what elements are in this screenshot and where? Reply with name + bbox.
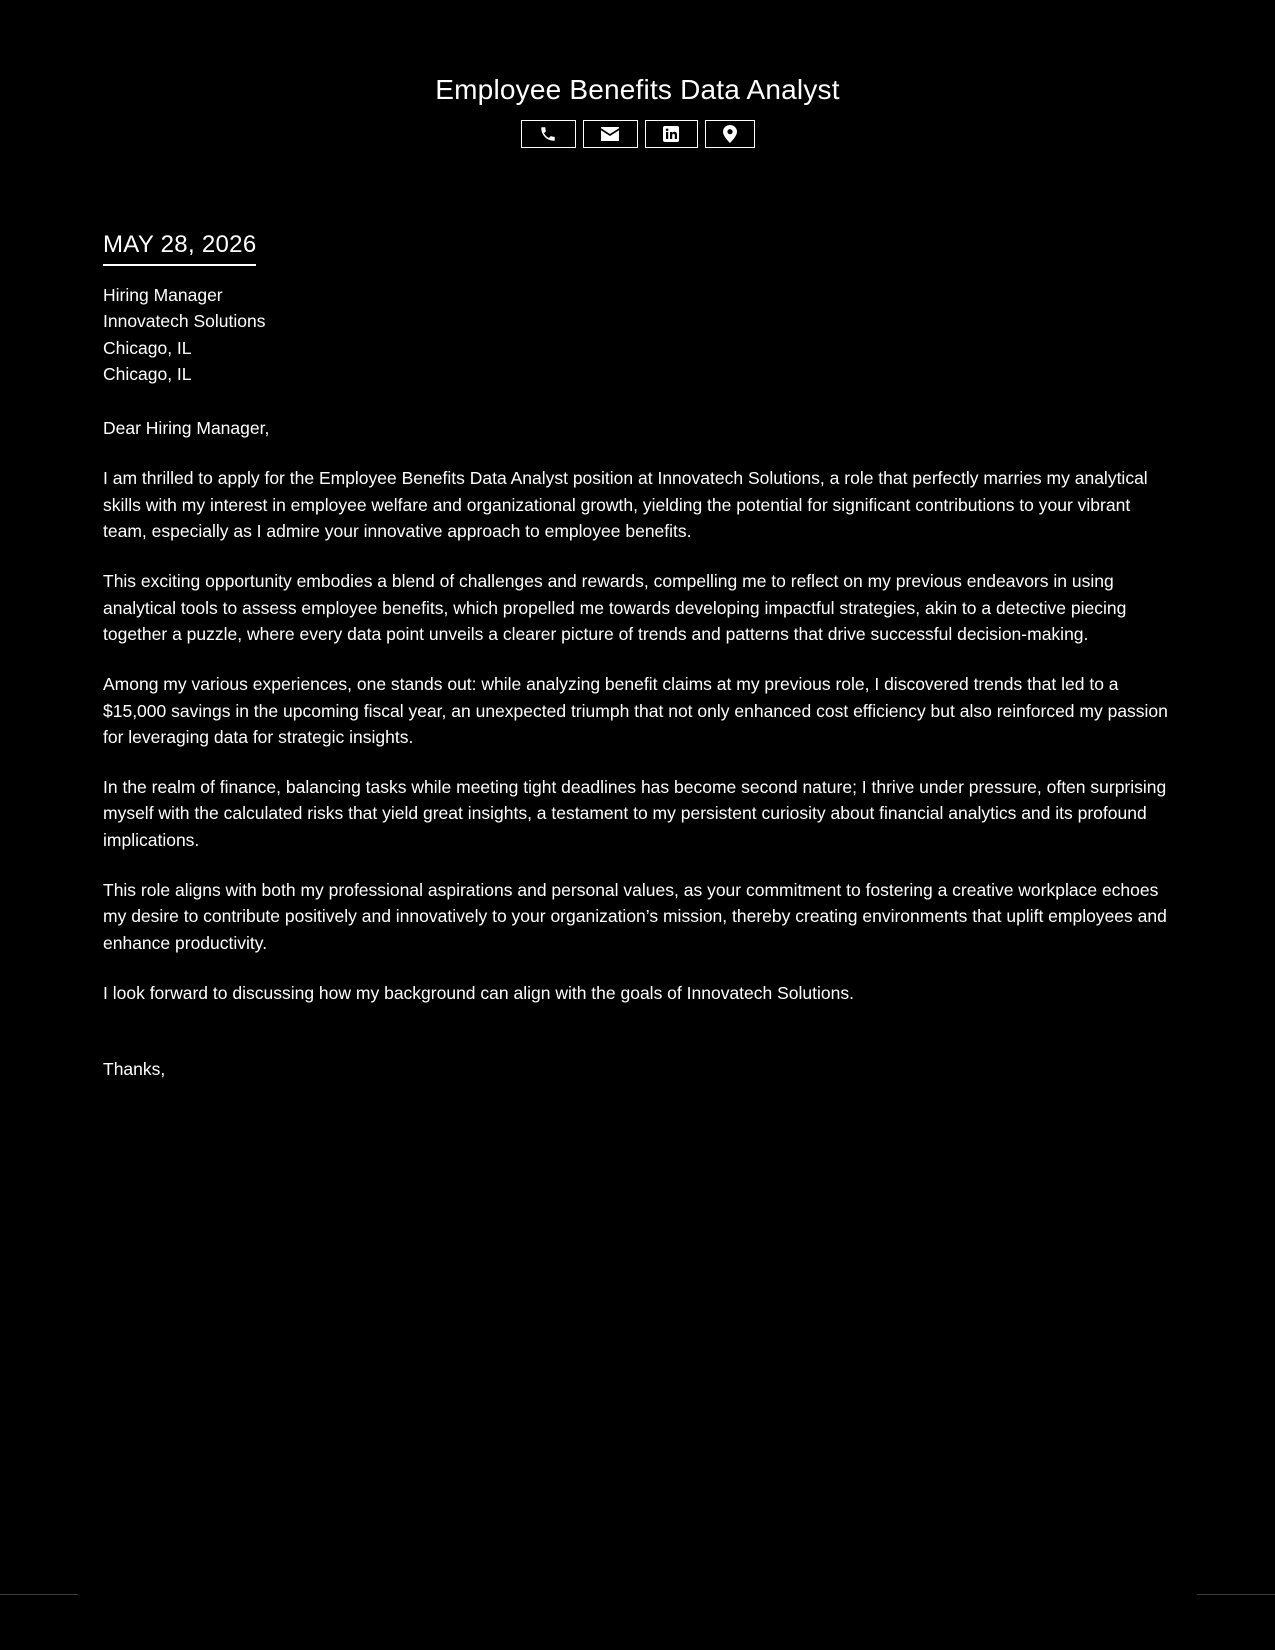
letter-paragraph: This exciting opportunity embodies a blend of challenges and rewards, compelling me to reflect on my previous endeavors in using analytical tools to assess employee benefits, which propelled me towards developing impactful strategies, akin to a detective piecing together a puzzle, where every data point unveils a clearer picture of trends and patterns that drive successful decision-making. [103,571,1127,644]
letter-body [103,229,1173,1083]
recipient-name: Hiring Manager [103,285,223,305]
location-pin-icon [723,125,737,143]
envelope-icon [600,126,620,142]
location-button[interactable] [705,120,755,148]
footer-divider-left [0,1594,78,1595]
salutation: Dear Hiring Manager, [103,418,270,439]
recipient-company: Innovatech Solutions [103,311,266,332]
recipient-block [103,282,1173,387]
letter-paragraph: Among my various experiences, one stands out: while analyzing benefit claims at my previous role, I discovered trends that led to a $15,000 savings in the upcoming fiscal year, an unexpected triumph that not only enhanced cost efficiency but also reinforced my passion for leveraging data for strategic insights. [103,674,1168,747]
page-title: Employee Benefits Data Analyst [435,74,840,105]
email-button[interactable] [583,120,638,148]
letter-header [0,72,1275,148]
linkedin-icon [663,126,679,142]
recipient-address-line: Chicago, IL [103,363,192,384]
phone-button[interactable] [521,120,576,148]
letter-paragraph: I am thrilled to apply for the Employee Benefits Data Analyst position at Innovatech Solutions, a role that perfectly marries my analytical skills with my interest in employee welfare and organizational growth, yielding the potential for significant contributions to your vibrant team, especially as I admire your innovative approach to employee benefits. [103,468,1148,542]
letter-date: MAY 28, 2026 [103,229,256,266]
linkedin-button[interactable] [645,120,698,148]
phone-icon [539,125,557,143]
recipient-address-line: Chicago, IL [103,337,192,358]
footer-divider-right [1197,1594,1275,1595]
letter-paragraph: I look forward to discussing how my background can align with the goals of Innovatech Solutions. [103,982,854,1003]
contact-links [0,120,1275,148]
closing: Thanks, [103,1059,166,1080]
letter-paragraph: This role aligns with both my professional aspirations and personal values, as your commitment to fostering a creative workplace echoes my desire to contribute positively and innovatively to your organization’s mission, thereby creating environments that uplift employees and enhance productivity. [103,880,1167,953]
letter-paragraph: In the realm of finance, balancing tasks while meeting tight deadlines has become second nature; I thrive under pressure, often surprising myself with the calculated risks that yield great insights, a testament to my persistent curiosity about financial analytics and its profound implications. [103,777,1167,850]
